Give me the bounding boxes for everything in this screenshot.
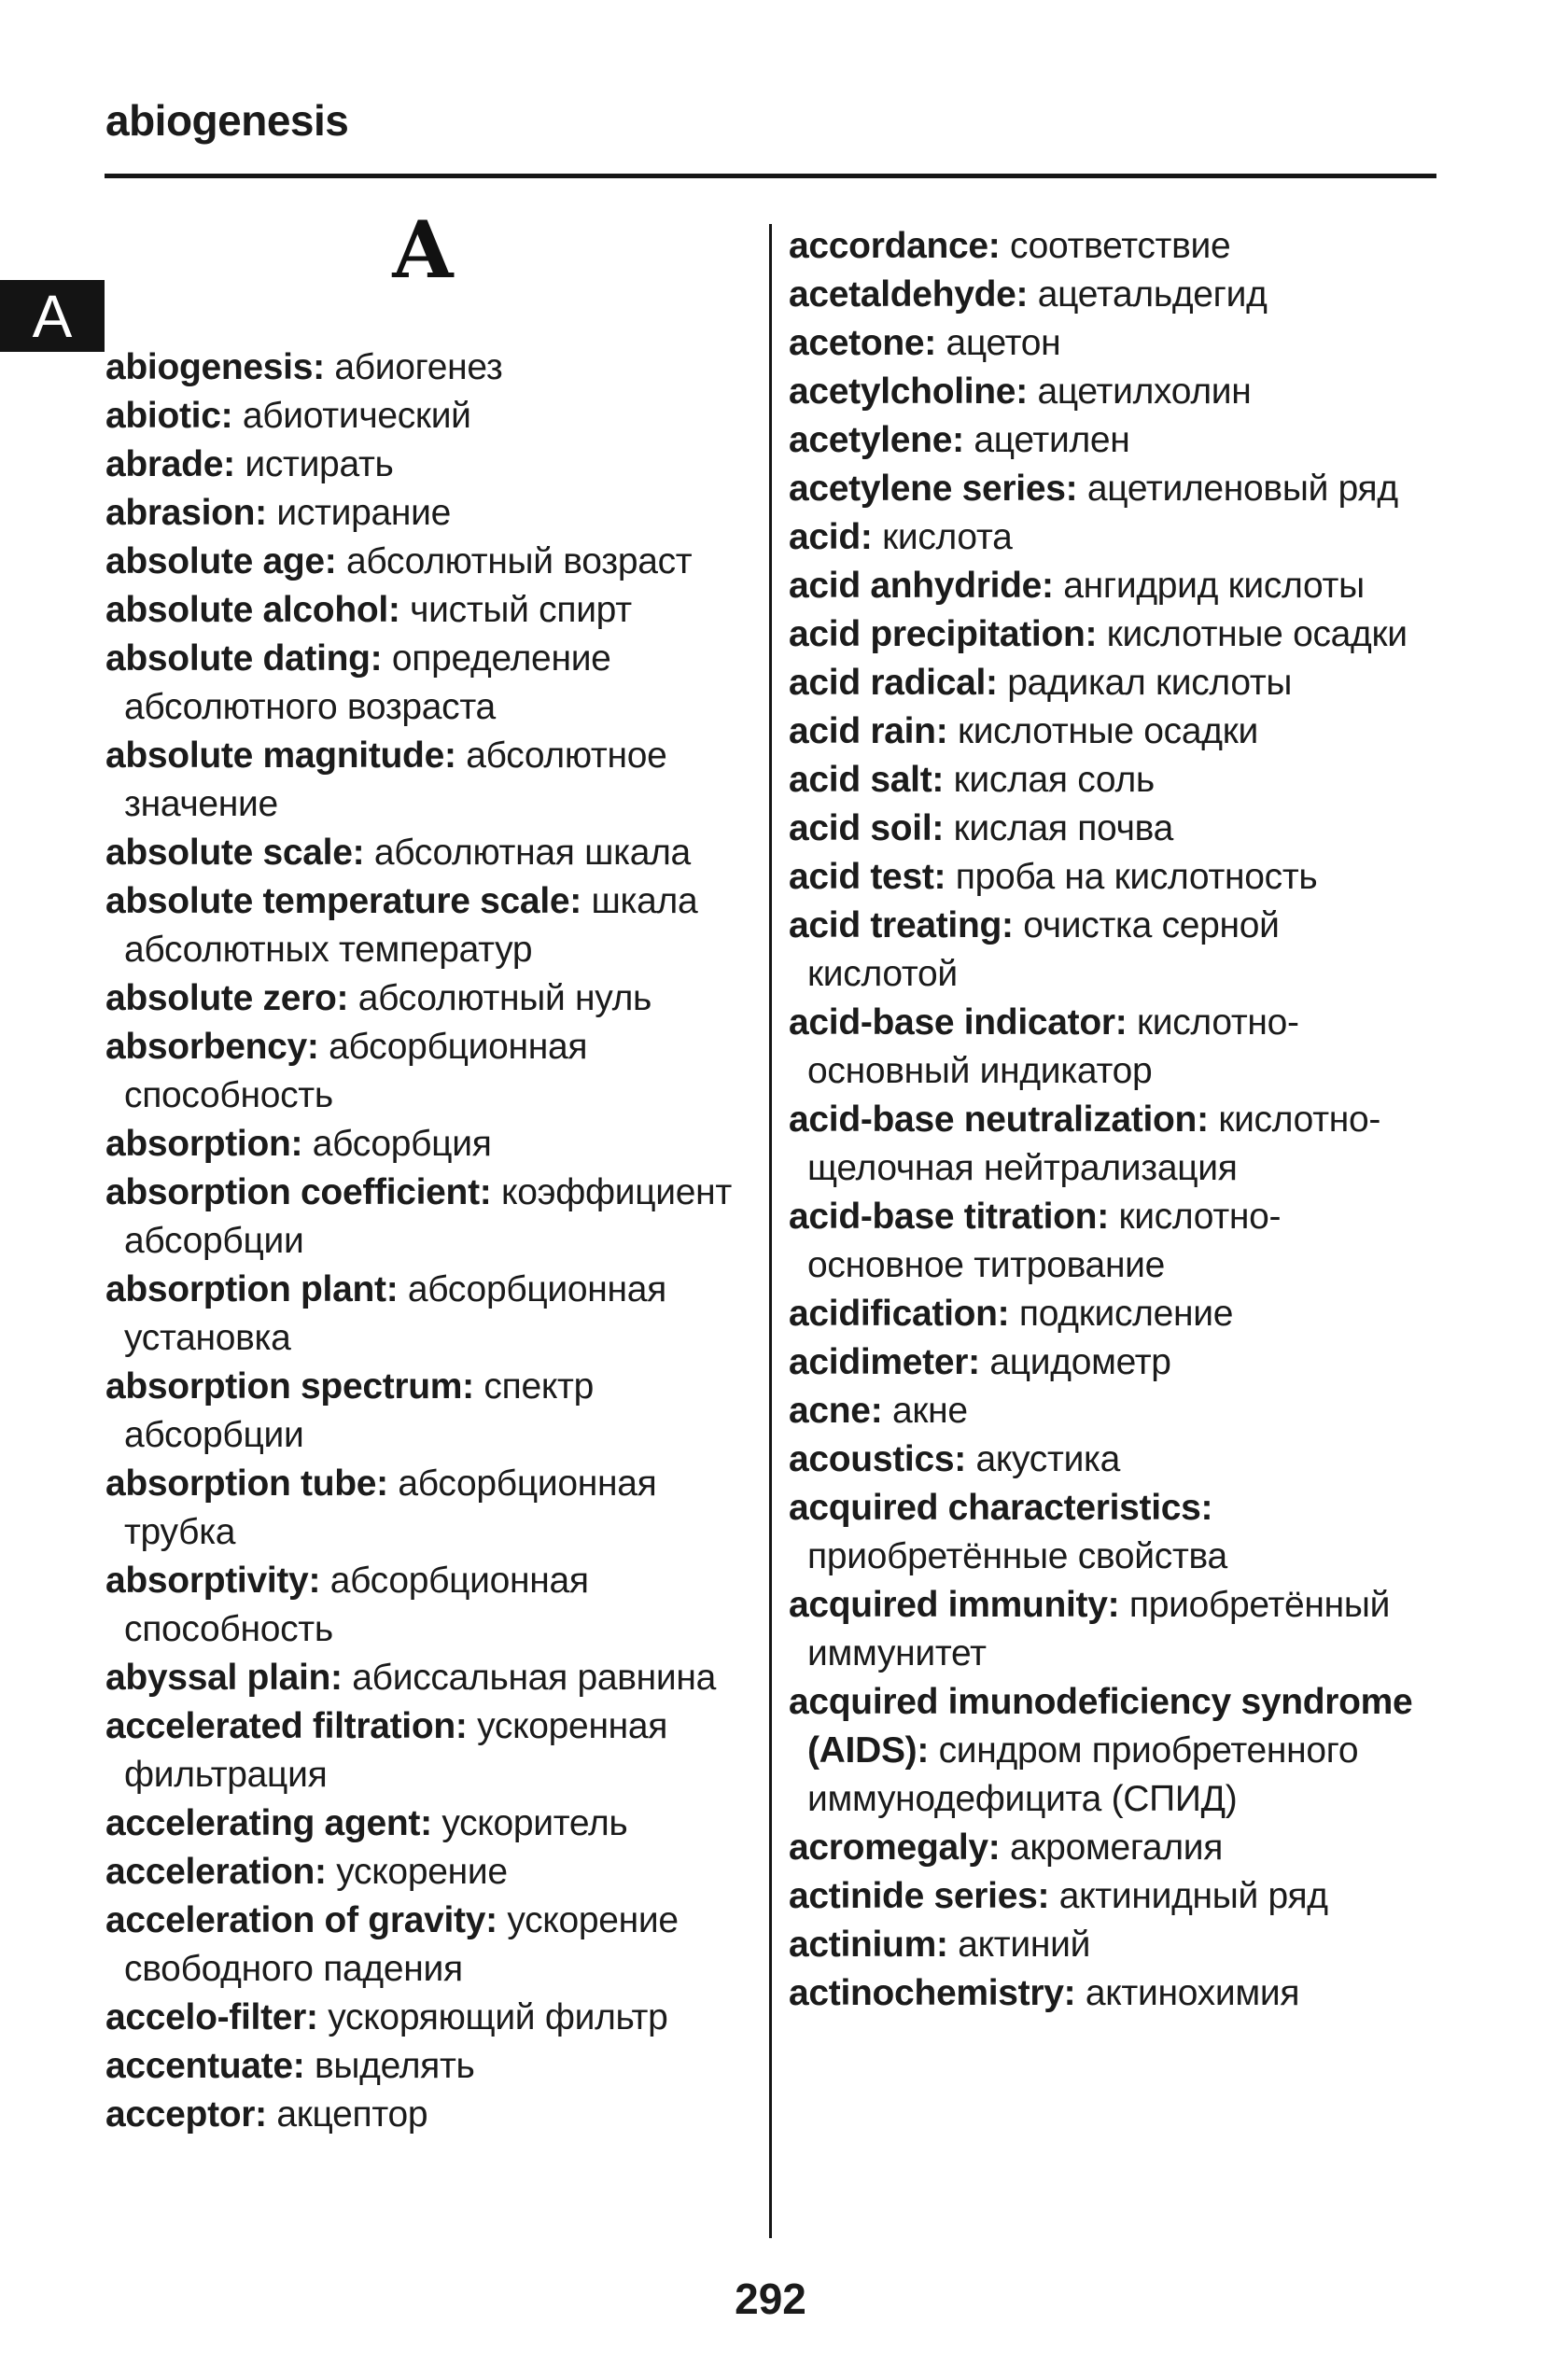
dictionary-entry: [789, 1921, 1423, 1969]
entry-term: abiotic:: [105, 396, 233, 436]
entry-translation: кислотные осадки: [957, 711, 1258, 751]
dictionary-entry: [105, 586, 740, 635]
dictionary-entry: [789, 1581, 1423, 1678]
entry-translation: абсорбционная установка: [124, 1269, 666, 1358]
entry-translation: ацетилхолин: [1037, 371, 1252, 412]
entry-term: accelerated filtration:: [105, 1706, 468, 1746]
dictionary-entry: [105, 974, 740, 1023]
entry-term: accentuate:: [105, 2046, 305, 2086]
entry-term: acceleration:: [105, 1852, 327, 1892]
entry-translation: шкала абсолютных температур: [124, 881, 698, 970]
entry-term: actinium:: [789, 1925, 948, 1965]
entry-term: abyssal plain:: [105, 1658, 343, 1698]
entry-term: acquired immunity:: [789, 1585, 1120, 1625]
thumb-tab-letter: A: [32, 282, 73, 350]
entry-translation: абиогенез: [334, 347, 503, 387]
dictionary-entry: [105, 1169, 740, 1266]
dictionary-entry: [105, 829, 740, 877]
section-letter-heading: A: [392, 203, 454, 296]
entry-translation: акустика: [975, 1439, 1121, 1479]
entry-term: absolute scale:: [105, 833, 365, 873]
entry-translation: кислотные осадки: [1106, 614, 1408, 654]
entry-translation: абсолютное значение: [124, 735, 667, 824]
dictionary-entry: [789, 853, 1423, 902]
entry-term: absorption spectrum:: [105, 1366, 474, 1407]
entry-translation: акне: [891, 1391, 968, 1431]
dictionary-entry: [789, 1872, 1423, 1921]
entry-translation: ацетон: [946, 323, 1061, 363]
entry-translation: соответствие: [1010, 226, 1231, 266]
entry-term: absolute magnitude:: [105, 735, 456, 776]
entry-translation: чистый спирт: [410, 590, 632, 630]
entry-translation: абсорбционная способность: [124, 1561, 589, 1649]
entry-term: acquired imunodeficiency syndrome (AIDS):: [789, 1682, 1413, 1771]
dictionary-entry: [105, 1266, 740, 1363]
dictionary-entry: [789, 1435, 1423, 1484]
entry-term: abrade:: [105, 444, 235, 484]
entry-translation: спектр абсорбции: [124, 1366, 594, 1455]
dictionary-entry: [105, 489, 740, 538]
entry-term: acetylene series:: [789, 469, 1078, 509]
entry-term: acid-base titration:: [789, 1197, 1109, 1237]
right-column: [789, 222, 1423, 2018]
entry-translation: абсорбция: [312, 1124, 492, 1164]
dictionary-entry: [789, 1290, 1423, 1338]
entry-translation: приобретённые свойства: [807, 1536, 1227, 1576]
dictionary-entry: [789, 465, 1423, 513]
entry-term: accelerating agent:: [105, 1803, 432, 1843]
entry-term: absorption:: [105, 1124, 303, 1164]
entry-translation: абсорбционная трубка: [124, 1463, 657, 1552]
dictionary-entry: [105, 343, 740, 392]
dictionary-entry: [789, 222, 1423, 271]
entry-translation: кислотно-основный индикатор: [807, 1002, 1299, 1091]
entry-translation: ускорение: [336, 1852, 508, 1892]
dictionary-entry: [789, 1484, 1423, 1581]
entry-term: acid test:: [789, 857, 946, 897]
entry-translation: кислая соль: [953, 760, 1155, 800]
entry-term: acne:: [789, 1391, 883, 1431]
entry-term: abiogenesis:: [105, 347, 325, 387]
entry-term: absorptivity:: [105, 1561, 321, 1601]
entry-translation: ацидометр: [989, 1342, 1171, 1382]
entry-translation: абсолютная шкала: [373, 833, 691, 873]
entry-term: acid radical:: [789, 663, 998, 703]
dictionary-entry: [105, 2091, 740, 2139]
dictionary-entry: [789, 902, 1423, 999]
entry-term: actinide series:: [789, 1876, 1050, 1916]
dictionary-entry: [789, 756, 1423, 805]
entry-term: acetylcholine:: [789, 371, 1028, 412]
entry-term: actinochemistry:: [789, 1973, 1076, 2013]
dictionary-entry: [105, 877, 740, 974]
entry-term: acid precipitation:: [789, 614, 1098, 654]
dictionary-entry: [105, 1363, 740, 1460]
entry-term: acid soil:: [789, 808, 945, 848]
entry-term: absolute alcohol:: [105, 590, 400, 630]
entry-term: absolute age:: [105, 541, 337, 581]
dictionary-entry: [105, 1897, 740, 1994]
dictionary-entry: [789, 1969, 1423, 2018]
entry-term: acceptor:: [105, 2094, 267, 2135]
entry-translation: подкисление: [1018, 1294, 1234, 1334]
entry-translation: ускоритель: [441, 1803, 628, 1843]
dictionary-entry: [105, 1848, 740, 1897]
entry-term: absorption coefficient:: [105, 1172, 492, 1212]
entry-term: acceleration of gravity:: [105, 1900, 497, 1940]
entry-translation: ацетиленовый ряд: [1086, 469, 1398, 509]
dictionary-entry: [105, 441, 740, 489]
entry-term: accordance:: [789, 226, 1001, 266]
entry-translation: ускоряющий фильтр: [328, 1997, 668, 2037]
dictionary-entry: [789, 562, 1423, 610]
entry-term: acetone:: [789, 323, 936, 363]
entry-term: absolute zero:: [105, 978, 349, 1018]
entry-term: acid salt:: [789, 760, 945, 800]
entry-term: acid anhydride:: [789, 566, 1054, 606]
entry-term: acidification:: [789, 1294, 1010, 1334]
entry-translation: ангидрид кислоты: [1063, 566, 1365, 606]
dictionary-entry: [789, 1193, 1423, 1290]
entry-term: acoustics:: [789, 1439, 966, 1479]
dictionary-entry: [789, 416, 1423, 465]
entry-term: acid-base neutralization:: [789, 1099, 1209, 1140]
dictionary-entry: [789, 1387, 1423, 1435]
entry-translation: абиотический: [242, 396, 471, 436]
entry-term: acid treating:: [789, 905, 1014, 945]
entry-term: acquired characteristics:: [789, 1488, 1213, 1528]
entry-term: acid-base indicator:: [789, 1002, 1128, 1043]
dictionary-entry: [105, 1557, 740, 1654]
entry-term: acid:: [789, 517, 873, 557]
entry-translation: проба на кислотность: [955, 857, 1318, 897]
dictionary-entry: [789, 319, 1423, 368]
dictionary-entry: [789, 610, 1423, 659]
dictionary-entry: [789, 1338, 1423, 1387]
dictionary-entry: [105, 1799, 740, 1848]
dictionary-entry: [789, 1678, 1423, 1824]
dictionary-entry: [789, 1824, 1423, 1872]
entry-translation: ацетилен: [974, 420, 1130, 460]
entry-translation: кислота: [882, 517, 1013, 557]
dictionary-entry: [105, 1654, 740, 1702]
dictionary-entry: [105, 2042, 740, 2091]
entry-term: absorption plant:: [105, 1269, 399, 1309]
entry-translation: абсолютный нуль: [357, 978, 652, 1018]
entry-translation: синдром приобретенного иммунодефицита (СПИД): [807, 1730, 1359, 1819]
entry-translation: акромегалия: [1010, 1827, 1224, 1868]
dictionary-entry: [789, 1096, 1423, 1193]
dictionary-entry: [105, 392, 740, 441]
entry-translation: абсолютный возраст: [346, 541, 693, 581]
running-head: abiogenesis: [105, 96, 349, 145]
dictionary-entry: [789, 513, 1423, 562]
left-column-entries: [105, 343, 740, 2139]
left-column: [105, 343, 740, 2139]
dictionary-entry: [105, 732, 740, 829]
dictionary-entry: [789, 805, 1423, 853]
dictionary-entry: [789, 707, 1423, 756]
entry-translation: коэффициент абсорбции: [124, 1172, 732, 1261]
dictionary-entry: [105, 1702, 740, 1799]
letter-thumb-tab: [0, 280, 105, 352]
right-column-entries: [789, 222, 1423, 2018]
entry-term: acromegaly:: [789, 1827, 1001, 1868]
dictionary-entry: [789, 999, 1423, 1096]
entry-term: acid rain:: [789, 711, 948, 751]
entry-translation: ускорение свободного падения: [124, 1900, 679, 1989]
entry-translation: акцептор: [276, 2094, 428, 2135]
dictionary-entry: [789, 271, 1423, 319]
dictionary-entry: [105, 1460, 740, 1557]
header-rule: [105, 174, 1436, 178]
dictionary-entry: [105, 635, 740, 732]
entry-translation: радикал кислоты: [1007, 663, 1293, 703]
entry-translation: кислая почва: [953, 808, 1173, 848]
entry-translation: истирать: [245, 444, 394, 484]
entry-term: abrasion:: [105, 493, 267, 533]
entry-translation: кислотно-основное титрование: [807, 1197, 1282, 1285]
entry-translation: ускоренная фильтрация: [124, 1706, 668, 1795]
dictionary-entry: [105, 538, 740, 586]
entry-translation: истирание: [276, 493, 452, 533]
entry-translation: абсорбционная способность: [124, 1027, 588, 1115]
entry-term: absolute dating:: [105, 638, 383, 679]
dictionary-entry: [105, 1023, 740, 1120]
entry-term: acetaldehyde:: [789, 274, 1029, 315]
entry-translation: актиний: [958, 1925, 1091, 1965]
entry-translation: выделять: [315, 2046, 475, 2086]
entry-translation: очистка серной кислотой: [807, 905, 1280, 994]
dictionary-entry: [105, 1994, 740, 2042]
entry-translation: приобретённый иммунитет: [807, 1585, 1391, 1673]
entry-term: absorption tube:: [105, 1463, 388, 1504]
entry-translation: кислотно-щелочная нейтрализация: [807, 1099, 1381, 1188]
entry-term: acetylene:: [789, 420, 964, 460]
entry-term: absolute temperature scale:: [105, 881, 581, 921]
dictionary-entry: [789, 659, 1423, 707]
column-divider-rule: [769, 224, 772, 2238]
entry-translation: актинидный ряд: [1058, 1876, 1328, 1916]
dictionary-entry: [789, 368, 1423, 416]
entry-translation: определение абсолютного возраста: [124, 638, 611, 727]
entry-translation: ацетальдегид: [1037, 274, 1268, 315]
entry-term: absorbency:: [105, 1027, 319, 1067]
entry-term: accelo-filter:: [105, 1997, 318, 2037]
entry-translation: актинохимия: [1085, 1973, 1300, 2013]
dictionary-entry: [105, 1120, 740, 1169]
entry-term: acidimeter:: [789, 1342, 980, 1382]
page-number: 292: [735, 2275, 806, 2323]
entry-translation: абиссальная равнина: [352, 1658, 717, 1698]
